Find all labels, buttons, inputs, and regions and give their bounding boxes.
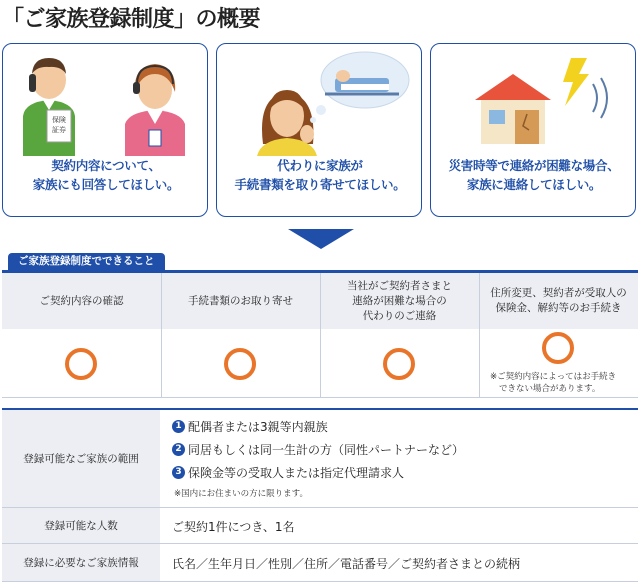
scenario-cards — [2, 43, 638, 219]
feature-label: 当社がご契約者さまと — [347, 279, 452, 292]
range-list-item — [172, 418, 328, 435]
down-arrow-icon — [288, 229, 354, 249]
phone-call-with-documents-illustration — [3, 44, 208, 156]
feature-label: 手続書類のお取り寄せ — [188, 294, 293, 307]
feature-label: 代わりのご連絡 — [362, 309, 437, 322]
range-list-item — [172, 464, 404, 481]
scenario-card — [216, 43, 422, 217]
caption-line: 契約内容について、 — [51, 158, 161, 173]
scenario-caption — [217, 156, 422, 194]
required-info-row — [2, 544, 638, 582]
feature-note-line: ※ご契約内容によってはお手続き — [490, 372, 617, 382]
caption-line: 手続書類を取り寄せてほしい。 — [234, 177, 406, 192]
range-list-item — [172, 441, 464, 458]
registration-info-table — [2, 408, 638, 582]
number-badge-icon: 1 — [172, 420, 185, 433]
features-tag: ご家族登録制度でできること — [8, 253, 165, 270]
scenario-card — [430, 43, 636, 217]
count-row — [2, 508, 638, 544]
range-item-text: 保険金等の受取人または指定代理請求人 — [188, 466, 405, 480]
column-divider — [161, 273, 162, 398]
feature-note-line: できない場合があります。 — [499, 384, 601, 394]
column-divider — [320, 273, 321, 398]
feature-label: 連絡が困難な場合の — [352, 294, 447, 307]
caption-line: 代わりに家族が — [277, 158, 363, 173]
house-struck-by-lightning-illustration — [431, 44, 636, 156]
feature-header-cell — [479, 273, 638, 329]
available-circle-icon — [542, 332, 574, 364]
number-badge-icon: 2 — [172, 443, 185, 456]
feature-note — [490, 371, 616, 395]
number-badge-icon: 3 — [172, 466, 185, 479]
page-title: 「ご家族登録制度」の概要 — [2, 7, 261, 32]
range-item-text: 同居もしくは同一生計の方（同性パートナーなど） — [188, 443, 465, 457]
caption-line: 家族にも回答してほしい。 — [32, 177, 180, 192]
features-table — [2, 270, 638, 398]
available-circle-icon — [224, 348, 256, 380]
count-value: ご契約1件につき、1名 — [172, 520, 295, 534]
required-info-value: 氏名／生年月日／性別／住所／電話番号／ご契約者さまとの続柄 — [172, 557, 521, 571]
scenario-caption — [3, 156, 208, 194]
scenario-card — [2, 43, 208, 217]
feature-header-cell — [2, 273, 161, 329]
svg-text:保険: 保険 — [52, 116, 66, 124]
available-circle-icon — [65, 348, 97, 380]
range-label: 登録可能なご家族の範囲 — [2, 410, 160, 507]
feature-label: 保険金、解約等のお手続き — [495, 302, 622, 314]
range-item-text: 配偶者または3親等内親族 — [188, 420, 328, 434]
worried-woman-with-sick-person-illustration — [217, 44, 422, 156]
feature-label: 住所変更、契約者が受取人の — [490, 287, 627, 299]
available-circle-icon — [383, 348, 415, 380]
column-divider — [479, 273, 480, 398]
feature-header-cell — [161, 273, 320, 329]
scenario-caption — [431, 156, 636, 194]
feature-header-cell — [320, 273, 479, 329]
caption-line: 災害時等で連絡が困難な場合、 — [448, 158, 620, 173]
range-row — [2, 410, 638, 508]
feature-label: ご契約内容の確認 — [39, 294, 124, 307]
svg-text:証券: 証券 — [52, 126, 66, 134]
required-info-label: 登録に必要なご家族情報 — [2, 544, 160, 581]
range-note: ※国内にお住まいの方に限ります。 — [174, 489, 308, 499]
caption-line: 家族に連絡してほしい。 — [466, 177, 602, 192]
count-label: 登録可能な人数 — [2, 508, 160, 543]
